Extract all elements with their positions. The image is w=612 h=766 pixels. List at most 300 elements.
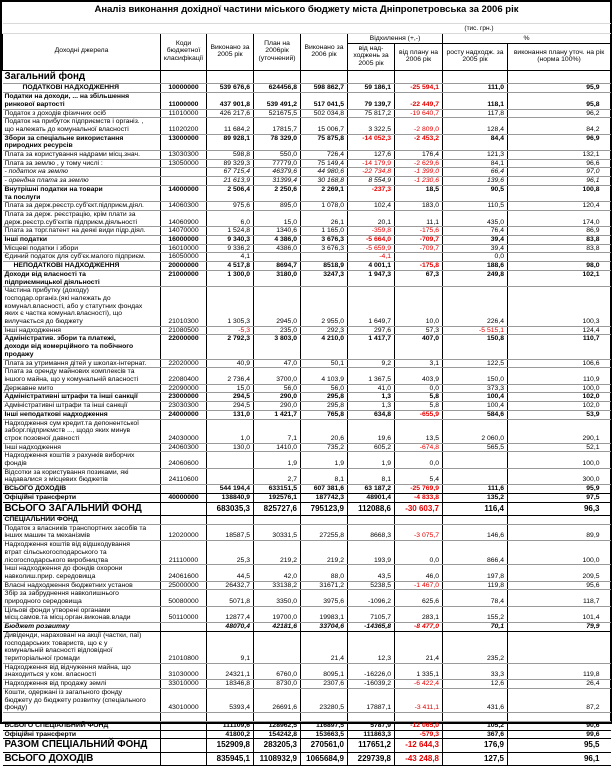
row-value [207,419,254,427]
row-value [348,663,395,671]
row-value: 18,5 [395,185,443,193]
row-value [443,93,508,101]
row-value [301,93,348,101]
row-value: 20,1 [348,219,395,227]
row-value [508,427,611,435]
row-code: 13050000 [161,159,207,168]
row-value: 6,0 [207,219,254,227]
row-value: 1 649,7 [348,318,395,326]
row-value [443,476,508,484]
row-value: 152909,8 [207,739,254,753]
row-value [348,295,395,303]
table-row [3,688,611,696]
table-row [3,359,611,368]
row-label: господар.організ.(які належать до [4,294,111,302]
row-value [348,210,395,218]
table-row [3,565,611,573]
row-value: 3700,0 [254,376,301,384]
row-label: бюджету до бюджету розвитку (спеціального [4,696,146,704]
row-value: 187742,3 [301,493,348,502]
row-value: 31399,4 [254,177,301,186]
row-value [254,647,301,655]
row-label: Внутрішні податки на товари [4,185,103,193]
row-label: Плата за утримання дітей у школах-інтернат. [3,359,161,368]
row-label: Податок з власників транспортних засобів та [4,524,147,532]
row-label: природного середовища [3,598,161,606]
row-value: 270561,0 [301,739,348,753]
row-value: 128962,5 [254,721,301,730]
row-code [161,631,207,639]
row-value [348,541,395,549]
row-label: Офіційні трансферти [3,730,161,739]
row-value: 111,0 [443,84,508,93]
col-header-exec2005: Виконано за 2005 рік [207,34,254,71]
row-value [301,343,348,351]
col-header-percent-group: % [443,34,611,44]
row-value [254,142,301,150]
row-code: 22000000 [161,335,207,343]
row-value: 174,0 [508,219,611,227]
row-value [443,194,508,202]
row-value [301,516,348,525]
row-label: ВСЬОГО СПЕЦІАЛЬНИЙ ФОНД [3,721,161,730]
row-value: 290,0 [254,402,301,411]
row-value: -19 640,7 [395,109,443,118]
row-value [207,524,254,532]
row-value: 75 875,8 [301,134,348,142]
table-row [3,295,611,303]
row-code: 22020000 [161,359,207,368]
row-value: 66,4 [443,168,508,177]
row-label: Власні надходження бюджетних установ [3,581,161,590]
row-label: Надходження коштів від відшкодування [4,541,130,549]
row-code [161,485,207,494]
table-row [3,368,611,376]
table-row [3,697,611,705]
row-value [254,663,301,671]
row-value: 633151,5 [254,485,301,494]
row-value: 0,0 [395,557,443,565]
row-code [161,279,207,287]
budget-table [2,2,611,766]
row-value: 8 554,9 [348,177,395,186]
row-value: -4 833,8 [395,493,443,502]
row-value: 47,0 [254,359,301,368]
row-code: 11010000 [161,109,207,118]
row-value [395,295,443,303]
row-value [301,427,348,435]
row-value: 1 165,0 [301,227,348,236]
row-value: 1,9 [254,460,301,468]
row-label: комунал.власності, або у статутних фондах [4,302,143,310]
row-value: 44,5 [207,573,254,581]
col-header-plan2006: План на 2006рік (уточнений) [254,34,301,71]
row-label: ринкової вартості [3,101,161,109]
row-value: -709,7 [395,236,443,245]
row-code: 12020000 [161,532,207,540]
row-label: ВСЬОГО ЗАГАЛЬНИЙ ФОНД [3,502,161,516]
row-value: 295,8 [301,393,348,402]
row-value: 90,5 [443,185,508,193]
row-value [348,287,395,295]
row-value: 4 386,0 [254,236,301,245]
row-value [254,310,301,318]
row-code [161,623,207,632]
row-value: 975,6 [207,202,254,211]
row-value: 21,4 [301,655,348,663]
row-value [301,452,348,460]
row-value [508,253,611,262]
row-value [207,287,254,295]
row-value [207,697,254,705]
col-header-dev-from-2005: від над-ходжень за 2005 рік [348,44,395,71]
row-value: 41,0 [348,384,395,393]
row-value [301,118,348,126]
row-value: 97,5 [508,493,611,502]
row-value: 100,0 [508,557,611,565]
row-value [508,647,611,655]
row-label: - податок на землю [3,168,161,177]
row-value: 598 862,7 [301,84,348,93]
row-value [443,516,508,525]
table-row [3,219,611,227]
col-header-execution: виконання плану уточ. на рік (норма 100%) [508,44,611,71]
table-row [3,335,611,343]
row-value [301,70,348,84]
table-row [3,84,611,93]
row-value [254,70,301,84]
row-code [161,194,207,202]
row-label: Плата за користування надрами місц.знач. [3,151,161,160]
row-label: строк позовної давності [3,435,161,443]
row-value [508,516,611,525]
row-value: 100,8 [508,185,611,193]
row-value: 544 194,4 [207,485,254,494]
table-row [3,581,611,590]
row-value: -709,7 [395,244,443,253]
row-value: 502 034,8 [301,109,348,118]
row-value: 42181,6 [254,623,301,632]
row-value [508,210,611,218]
row-value [395,93,443,101]
row-value [443,631,508,639]
row-value: -359,8 [348,227,395,236]
row-value: 3180,0 [254,270,301,278]
table-row [3,151,611,160]
row-value: 437 901,8 [207,101,254,109]
row-value: 7,1 [254,435,301,443]
table-row [3,493,611,502]
table-row [3,485,611,494]
row-value [348,310,395,318]
row-value: 598,8 [207,151,254,160]
row-value [348,590,395,598]
row-value [348,279,395,287]
row-value: 96,1 [508,752,611,766]
row-value [395,194,443,202]
row-value [254,118,301,126]
row-label: втрат сільськогосподарського та [4,548,107,556]
table-row [3,712,611,721]
row-value [348,303,395,311]
row-value: 539 491,2 [254,101,301,109]
table-row [3,101,611,109]
row-value: 11,1 [395,219,443,227]
row-label: інших машин та механізмів [3,532,161,540]
table-row [3,532,611,540]
row-value: 46,0 [395,573,443,581]
row-label: продажу [3,351,161,359]
row-value [443,640,508,648]
table-row [3,614,611,622]
row-value [254,541,301,549]
row-value: 1108932,9 [254,752,301,766]
row-value [301,663,348,671]
row-code: 21000000 [161,270,207,278]
row-value: 1 367,5 [348,376,395,384]
row-value [508,142,611,150]
row-value [348,419,395,427]
row-value: 100,4 [443,393,508,402]
row-value [301,419,348,427]
table-row [3,590,611,598]
row-value: -4,1 [348,253,395,262]
row-value: 101,4 [508,614,611,622]
row-value [348,565,395,573]
row-code [161,712,207,721]
row-value: 127,6 [348,151,395,160]
row-label: Відсотки за користування позиками, які [4,468,129,476]
row-label: природних ресурсів [3,142,161,150]
row-value [348,640,395,648]
row-value: 89,9 [508,532,611,540]
row-value [254,368,301,376]
row-value: 683035,3 [207,502,254,516]
row-value [348,697,395,705]
row-value [254,565,301,573]
row-label [3,712,161,721]
row-value [348,343,395,351]
row-value: 83,8 [508,236,611,245]
row-value: 2,7 [254,476,301,484]
row-value: 1 947,3 [348,270,395,278]
row-value: 39,4 [443,236,508,245]
row-value: 3 676,3 [301,244,348,253]
row-label: Цільові фонди утворені органами [4,606,111,614]
row-label: та послуги [3,194,161,202]
table-row [3,704,611,712]
row-value [301,194,348,202]
row-value: 30331,5 [254,532,301,540]
row-value [508,368,611,376]
row-value: 1340,6 [254,227,301,236]
row-value [348,70,395,84]
table-row [3,680,611,689]
row-label: вилучається до бюджету [3,318,161,326]
row-label: Інші надходження до фондів охорони [4,565,123,573]
row-value [348,606,395,614]
row-value [207,549,254,557]
row-label: іншого майна, що у комунальній власності [3,376,161,384]
row-value: 373,3 [443,384,508,393]
row-code [161,721,207,730]
row-value [301,688,348,696]
row-value [207,647,254,655]
row-value: 3350,0 [254,598,301,606]
row-value [395,697,443,705]
row-value: 2 250,6 [254,185,301,193]
row-value: 139,6 [443,177,508,186]
row-value [301,303,348,311]
row-value: 95,8 [508,101,611,109]
row-value: 63 187,2 [348,485,395,494]
row-value: 135,2 [443,493,508,502]
row-value [508,524,611,532]
row-value [395,343,443,351]
row-value [254,210,301,218]
row-value [254,697,301,705]
table-row [3,70,611,84]
row-value: 89 329,3 [207,159,254,168]
table-row [3,671,611,679]
row-value: 84,2 [508,126,611,134]
row-label: Збір за забруднення навколишнього [4,590,119,598]
row-value: 197,8 [443,573,508,581]
row-value: 111,6 [443,485,508,494]
row-value: 76,4 [443,227,508,236]
row-code [161,502,207,516]
row-code [161,730,207,739]
row-value: 33704,6 [301,623,348,632]
row-value [301,590,348,598]
row-value: 100,0 [508,460,611,468]
row-value [443,295,508,303]
row-value [508,468,611,476]
row-value [301,640,348,648]
row-value: 78 329,0 [254,134,301,142]
row-value [443,70,508,84]
row-code: 24110600 [161,476,207,484]
row-value: 96,9 [508,134,611,142]
row-value: 111863,3 [348,730,395,739]
row-value: 188,6 [443,262,508,271]
row-value [508,419,611,427]
row-label: Плата за землю , у тому числі : [3,159,161,168]
row-value [443,303,508,311]
row-value: 795123,9 [301,502,348,516]
table-row [3,524,611,532]
table-row [3,177,611,186]
row-value [508,590,611,598]
row-label: яких є частка комунал.власності), що [4,310,123,318]
row-value [348,516,395,525]
row-value [254,712,301,721]
row-value [395,468,443,476]
row-value [207,295,254,303]
row-code: 13030300 [161,151,207,160]
row-value [207,118,254,126]
row-value: 46379,6 [254,168,301,177]
row-value: 96,2 [508,109,611,118]
row-value: 219,2 [254,557,301,565]
row-value: 116897,5 [301,721,348,730]
row-value: 2 060,0 [443,435,508,443]
row-value [348,194,395,202]
row-label: заборг.підприємств ..., щодо яких минув [4,427,131,435]
row-value: 3975,6 [301,598,348,606]
row-label: Державне мито [3,384,161,393]
row-value: 90,6 [508,721,611,730]
row-value [508,303,611,311]
row-value: 117,8 [443,109,508,118]
row-code [161,303,207,311]
row-value: -1096,2 [348,598,395,606]
row-value: 584,6 [443,410,508,419]
row-value: 12,3 [348,655,395,663]
row-value: 56,0 [301,384,348,393]
row-value: -175,6 [395,227,443,236]
row-code [161,590,207,598]
row-value: 3 803,0 [254,335,301,343]
row-value: 1 305,3 [207,318,254,326]
row-value: 2 792,3 [207,335,254,343]
row-value: 128,4 [443,126,508,134]
row-value: 9,1 [207,655,254,663]
row-code: 16010000 [161,244,207,253]
row-value [301,606,348,614]
row-value: 26432,7 [207,581,254,590]
table-row [3,126,611,134]
row-value [254,419,301,427]
row-value: 517 041,5 [301,101,348,109]
row-code: 31030000 [161,671,207,679]
row-value [443,712,508,721]
row-label: СПЕЦІАЛЬНИЙ ФОНД [3,516,161,525]
row-value [395,419,443,427]
table-header-row-1 [3,34,611,44]
row-value: -12 065,0 [395,721,443,730]
row-value [207,368,254,376]
row-value [254,590,301,598]
row-value [508,640,611,648]
row-value [443,524,508,532]
row-value: 835945,1 [207,752,254,766]
row-value: 1 417,7 [348,335,395,343]
row-value [207,712,254,721]
row-value: 19,6 [348,435,395,443]
row-value: 1,9 [348,460,395,468]
row-code [161,565,207,573]
table-row [3,227,611,236]
table-row [3,516,611,525]
row-value [508,310,611,318]
row-value [254,468,301,476]
row-value: 119,8 [443,581,508,590]
row-label: Плата за оренду майнових комплексів та [4,368,135,376]
row-value [301,631,348,639]
row-value [508,70,611,84]
row-code [161,368,207,376]
row-value: -2 453,2 [395,134,443,142]
row-value: -1 467,0 [395,581,443,590]
row-value: 219,2 [301,557,348,565]
row-value [443,419,508,427]
row-value [443,351,508,359]
row-value: 20,6 [301,435,348,443]
row-value: -579,3 [395,730,443,739]
row-value: 5238,5 [348,581,395,590]
row-value: 294,5 [207,393,254,402]
